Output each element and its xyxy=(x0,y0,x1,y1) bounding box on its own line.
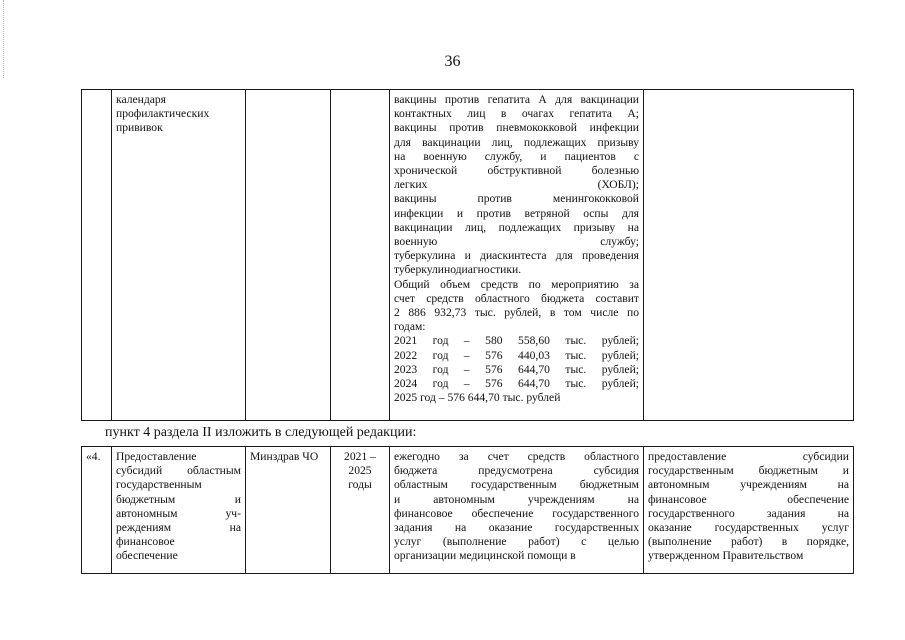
result-line: предоставление субсидии xyxy=(648,450,849,463)
bottom-col4-cell xyxy=(331,447,390,574)
top-col6-cell xyxy=(644,90,854,421)
bottom-table xyxy=(81,446,854,574)
description-line: контактных лиц в очагах гепатита А; xyxy=(394,107,639,121)
description-line: годам: xyxy=(394,320,426,334)
top-col3-cell xyxy=(246,90,331,421)
item-number: «4. xyxy=(86,450,101,463)
bottom-col5-cell xyxy=(390,447,644,574)
description-line: 2024 год – 576 644,70 тыс. рублей; xyxy=(394,377,639,391)
responsible-executor: Минздрав ЧО xyxy=(250,450,319,463)
bottom-col6-text xyxy=(644,447,853,564)
bottom-col3-cell xyxy=(246,447,331,574)
description-line: для вакцинации лиц, подлежащих призыву xyxy=(394,135,639,149)
description-line: задания на оказание государственных xyxy=(394,521,639,535)
description-line: ежегодно за счет средств областного xyxy=(394,450,639,463)
term-line: 2021 – xyxy=(344,450,376,463)
description-line: на военную службу, и пациентов с xyxy=(394,149,639,163)
description-line: Общий объем средств по мероприятию за xyxy=(394,277,639,291)
measure-name-line: обеспечение xyxy=(116,549,178,563)
measure-name-line: финансовое xyxy=(116,535,175,549)
description-line: вакцины против пневмококковой инфекции xyxy=(394,121,639,135)
description-line: туберкулинодиагностики. xyxy=(394,263,522,277)
bottom-col2-cell xyxy=(112,447,246,574)
result-line: оказание государственных услуг xyxy=(648,521,849,535)
result-line: финансовое обеспечение xyxy=(648,492,849,506)
page-number: 36 xyxy=(444,53,461,70)
description-line: 2021 год – 580 558,60 тыс. рублей; xyxy=(394,334,639,348)
bottom-col1-cell xyxy=(82,447,112,574)
description-line: бюджета предусмотрена субсидия xyxy=(394,464,639,478)
top-col4-cell xyxy=(331,90,390,421)
bottom-col6-cell xyxy=(644,447,854,574)
table-row xyxy=(82,90,854,421)
description-line: счет средств областного бюджета составит xyxy=(394,291,639,305)
top-col2-cell xyxy=(112,90,246,421)
description-line: 2022 год – 576 440,03 тыс. рублей; xyxy=(394,348,639,362)
measure-name-line: календаря xyxy=(116,93,167,106)
measure-name-line: реждениям на xyxy=(116,521,241,535)
top-col5-text xyxy=(390,90,643,405)
description-line: организации медицинской помощи в xyxy=(394,549,576,563)
description-line: вакцинации лиц, подлежащих призыву на xyxy=(394,220,639,234)
result-line: (выполнение работ) в порядке, xyxy=(648,535,849,549)
description-line: инфекции и против ветряной оспы для xyxy=(394,206,639,220)
measure-name-line: профилактических xyxy=(116,107,210,121)
measure-name-line: субсидий областным xyxy=(116,464,241,478)
description-line: и автономным учреждениям на xyxy=(394,492,639,506)
bottom-col4-text xyxy=(331,447,389,493)
term-line: годы xyxy=(348,478,372,492)
top-col1-cell xyxy=(82,90,112,421)
measure-name-line: Предоставление xyxy=(116,450,197,463)
top-col2-text xyxy=(112,90,245,136)
measure-name-line: автономным уч- xyxy=(116,506,241,520)
result-line: государственного задания на xyxy=(648,506,849,520)
section-heading: пункт 4 раздела II изложить в следующей редакции: xyxy=(105,425,417,440)
measure-name-line: прививок xyxy=(116,121,163,135)
top-col5-cell xyxy=(390,90,644,421)
result-line: утвержденном Правительством xyxy=(648,549,804,563)
description-line: военную службу; xyxy=(394,235,639,249)
description-line: вакцины против менингококковой xyxy=(394,192,639,206)
measure-name-line: государственным xyxy=(116,478,202,492)
bottom-col2-text xyxy=(112,447,245,564)
description-line: туберкулина и диаскинтеста для проведения xyxy=(394,249,639,263)
description-line: областным государственным бюджетным xyxy=(394,478,639,492)
description-line: 2025 год – 576 644,70 тыс. рублей xyxy=(394,391,561,405)
description-line: легких (ХОБЛ); xyxy=(394,178,639,192)
bottom-col5-text xyxy=(390,447,643,564)
result-line: государственным бюджетным и xyxy=(648,464,849,478)
description-line: услуг (выполнение работ) с целью xyxy=(394,535,639,549)
measure-name-line: бюджетным и xyxy=(116,492,241,506)
description-line: 2 886 932,73 тыс. рублей, в том числе по xyxy=(394,306,639,320)
result-line: автономным учреждениям на xyxy=(648,478,849,492)
term-line: 2025 xyxy=(348,464,372,478)
description-line: 2023 год – 576 644,70 тыс. рублей; xyxy=(394,362,639,376)
top-table xyxy=(81,89,854,421)
description-line: финансовое обеспечение государственного xyxy=(394,506,639,520)
table-row xyxy=(82,447,854,574)
description-line: хронической обструктивной болезнью xyxy=(394,164,639,178)
description-line: вакцины против гепатита А для вакцинации xyxy=(394,93,639,106)
